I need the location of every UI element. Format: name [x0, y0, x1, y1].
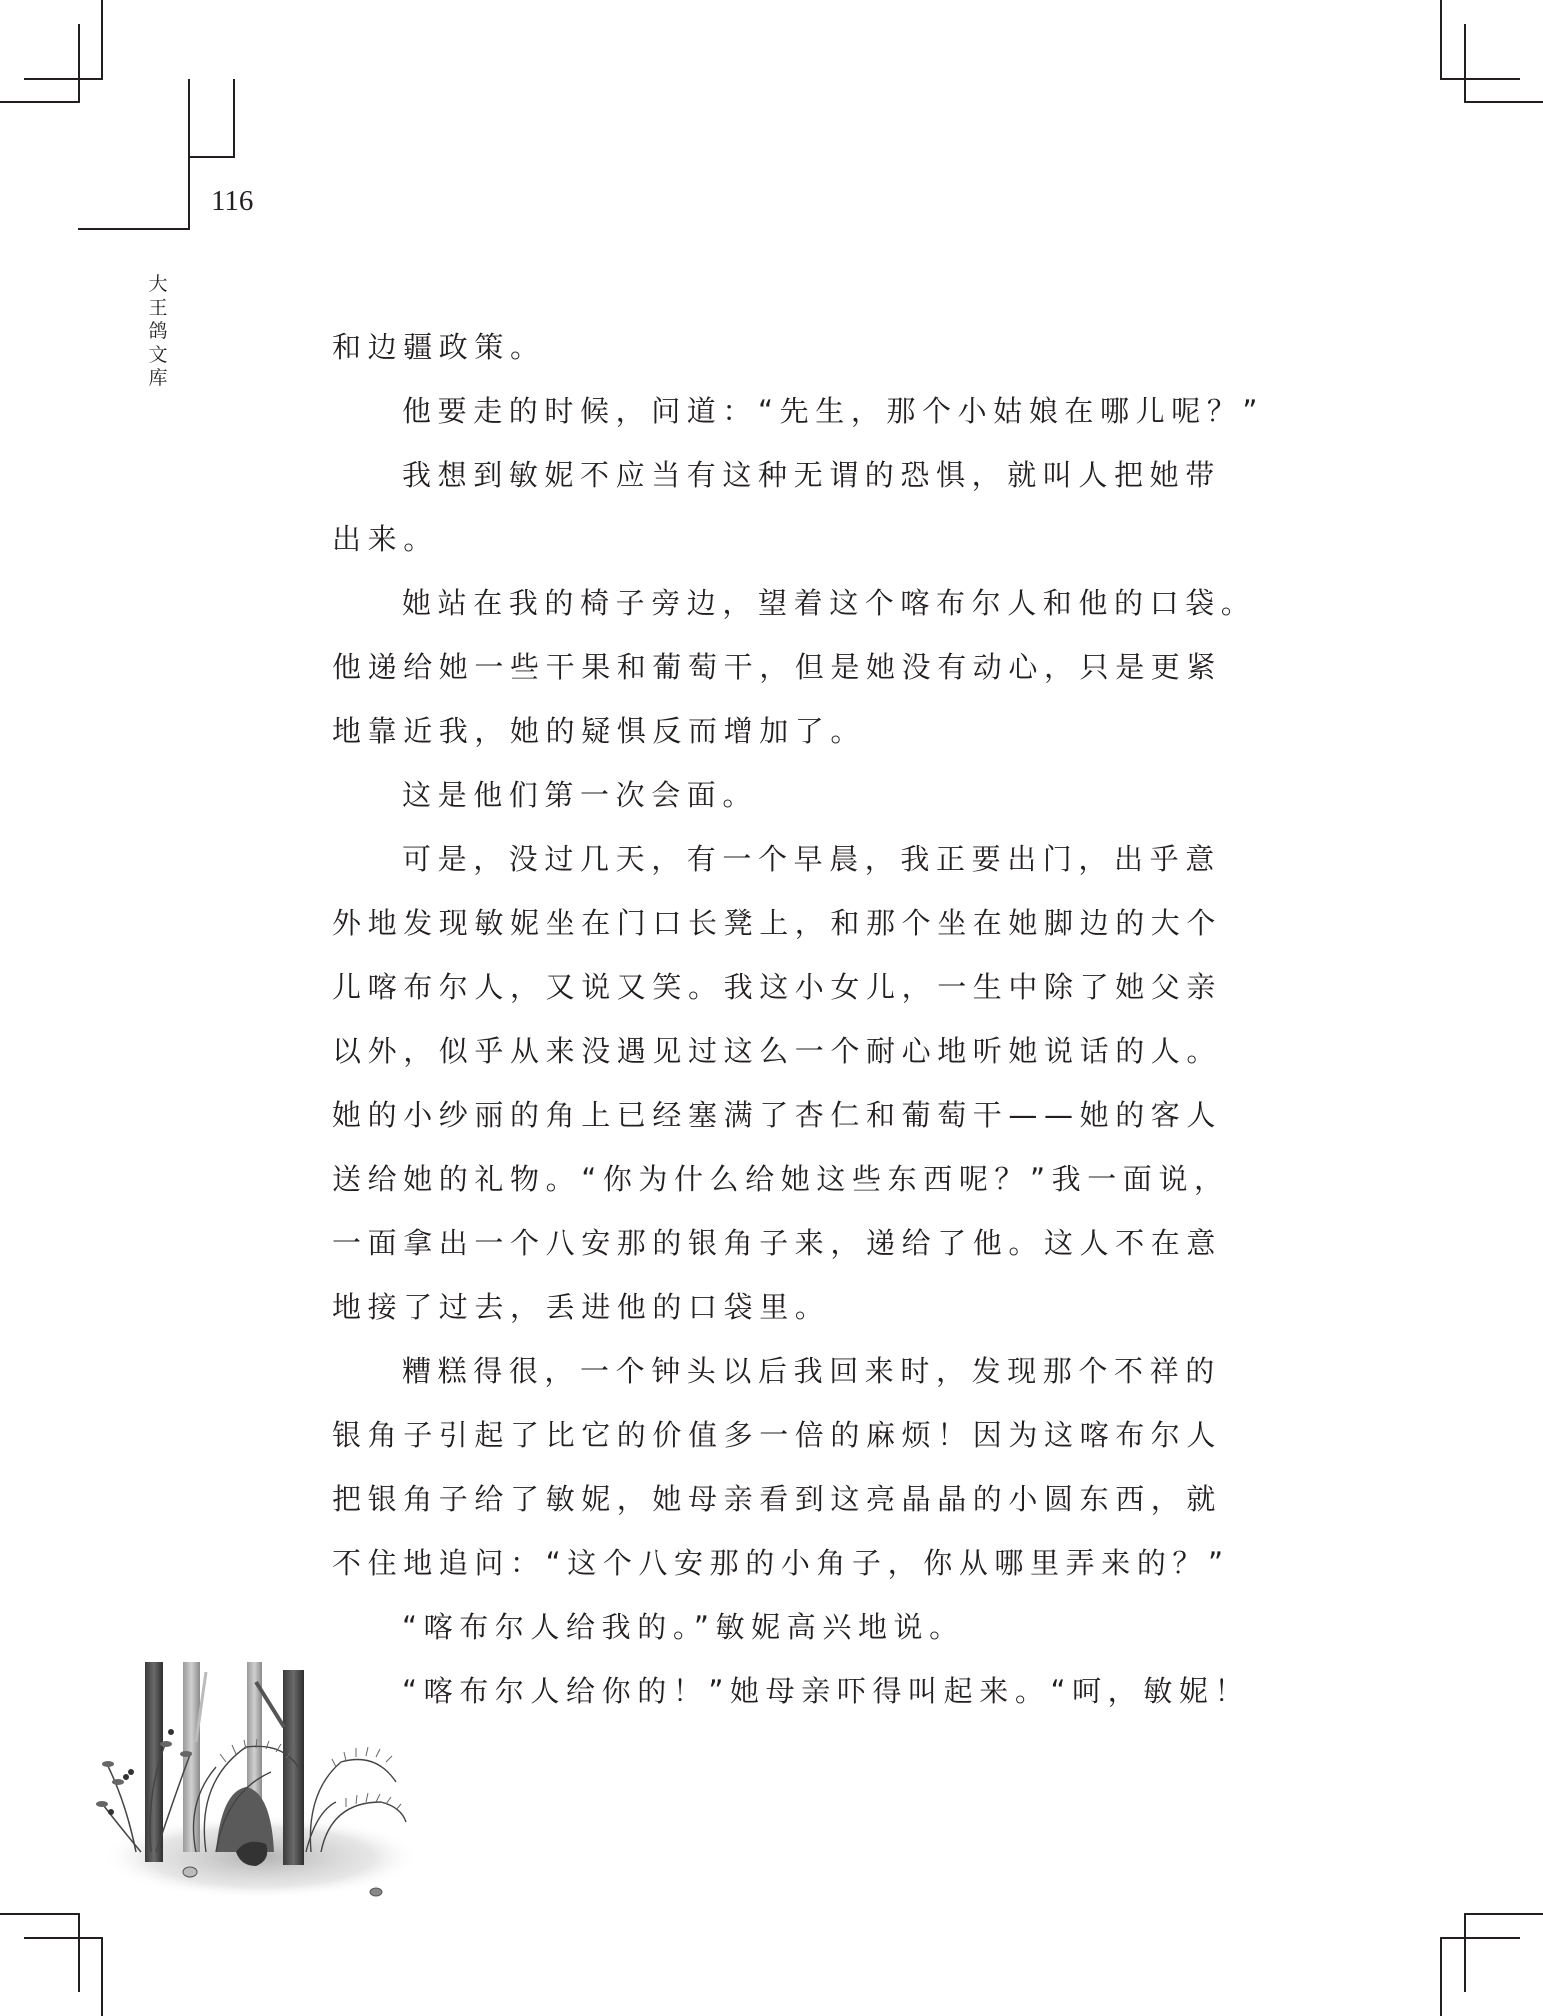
- crop-mark-bottom-left-inner-vertical: [78, 1913, 80, 1992]
- text-line: 和边疆政策。: [332, 330, 546, 364]
- running-head-char: 库: [148, 367, 168, 389]
- crop-mark-top-left-outer-horizontal: [24, 78, 103, 80]
- running-head-char: 大: [148, 273, 168, 295]
- text-line: 这是他们第一次会面。: [402, 778, 759, 812]
- text-line: 地接了过去，丢进他的口袋里。: [332, 1290, 831, 1324]
- page-number: 116: [211, 185, 254, 217]
- running-head-char: 文: [148, 343, 168, 366]
- crop-mark-bottom-left-outer-horizontal: [24, 1937, 103, 1939]
- bleed-mark-horizontal-lower: [78, 228, 190, 230]
- text-line: 糟糕得很，一个钟头以后我回来时，发现那个不祥的: [402, 1354, 1221, 1388]
- text-line: 她的小纱丽的角上已经塞满了杏仁和葡萄干——她的客人: [332, 1098, 1223, 1132]
- sketch-illustration-icon: [96, 1652, 416, 1902]
- crop-mark-top-left-outer-vertical: [101, 0, 103, 80]
- text-line: 外地发现敏妮坐在门口长凳上，和那个坐在她脚边的大个: [332, 906, 1223, 940]
- running-head-char: 鸽: [148, 320, 168, 342]
- crop-mark-top-right-outer-horizontal: [1440, 78, 1520, 80]
- text-line: 一面拿出一个八安那的银角子来，递给了他。这人不在意: [332, 1226, 1223, 1260]
- text-line: 儿喀布尔人，又说又笑。我这小女儿，一生中除了她父亲: [332, 970, 1223, 1004]
- text-line: 出来。: [332, 522, 439, 556]
- text-line: 可是，没过几天，有一个早晨，我正要出门，出乎意: [402, 842, 1221, 876]
- crop-mark-bottom-right-outer-horizontal: [1440, 1937, 1520, 1939]
- crop-mark-top-left-inner-vertical: [78, 24, 80, 103]
- crop-mark-top-left-inner-horizontal: [0, 101, 80, 103]
- bleed-mark-horizontal-upper: [188, 156, 235, 158]
- running-head-char: 王: [148, 296, 168, 319]
- text-line: 他递给她一些干果和葡萄干，但是她没有动心，只是更紧: [332, 650, 1223, 684]
- crop-mark-bottom-left-inner-horizontal: [0, 1913, 80, 1915]
- running-head-series-title: [146, 273, 170, 391]
- crop-mark-top-right-inner-horizontal: [1464, 101, 1543, 103]
- text-line: 银角子引起了比它的价值多一倍的麻烦！因为这喀布尔人: [332, 1418, 1223, 1452]
- bleed-mark-vertical-short: [233, 79, 235, 158]
- crop-mark-bottom-right-inner-horizontal: [1464, 1913, 1543, 1915]
- text-line: 我想到敏妮不应当有这种无谓的恐惧，就叫人把她带: [402, 458, 1221, 492]
- text-line: 他要走的时候，问道：“先生，那个小姑娘在哪儿呢？”: [402, 394, 1265, 428]
- text-line: 把银角子给了敏妮，她母亲看到这亮晶晶的小圆东西，就: [332, 1482, 1223, 1516]
- crop-mark-bottom-left-outer-vertical: [101, 1937, 103, 2016]
- text-line: 送给她的礼物。“你为什么给她这些东西呢？”我一面说，: [332, 1162, 1230, 1196]
- crop-mark-top-right-outer-vertical: [1440, 0, 1442, 80]
- text-line: 地靠近我，她的疑惧反而增加了。: [332, 714, 867, 748]
- bleed-mark-vertical-long: [188, 79, 190, 230]
- forest-burrow-illustration: [96, 1652, 416, 1902]
- crop-mark-bottom-right-inner-vertical: [1464, 1913, 1466, 1992]
- text-line: “喀布尔人给你的！”她母亲吓得叫起来。“呵，敏妮！: [402, 1674, 1251, 1708]
- text-line: 以外，似乎从来没遇见过这么一个耐心地听她说话的人。: [332, 1034, 1223, 1068]
- text-line: 她站在我的椅子旁边，望着这个喀布尔人和他的口袋。: [402, 586, 1257, 620]
- crop-mark-top-right-inner-vertical: [1464, 24, 1466, 103]
- crop-mark-bottom-right-outer-vertical: [1440, 1937, 1442, 2016]
- body-text: [332, 315, 1265, 1723]
- text-line: 不住地追问：“这个八安那的小角子，你从哪里弄来的？”: [332, 1546, 1230, 1580]
- text-line: “喀布尔人给我的。”敏妮高兴地说。: [402, 1610, 965, 1644]
